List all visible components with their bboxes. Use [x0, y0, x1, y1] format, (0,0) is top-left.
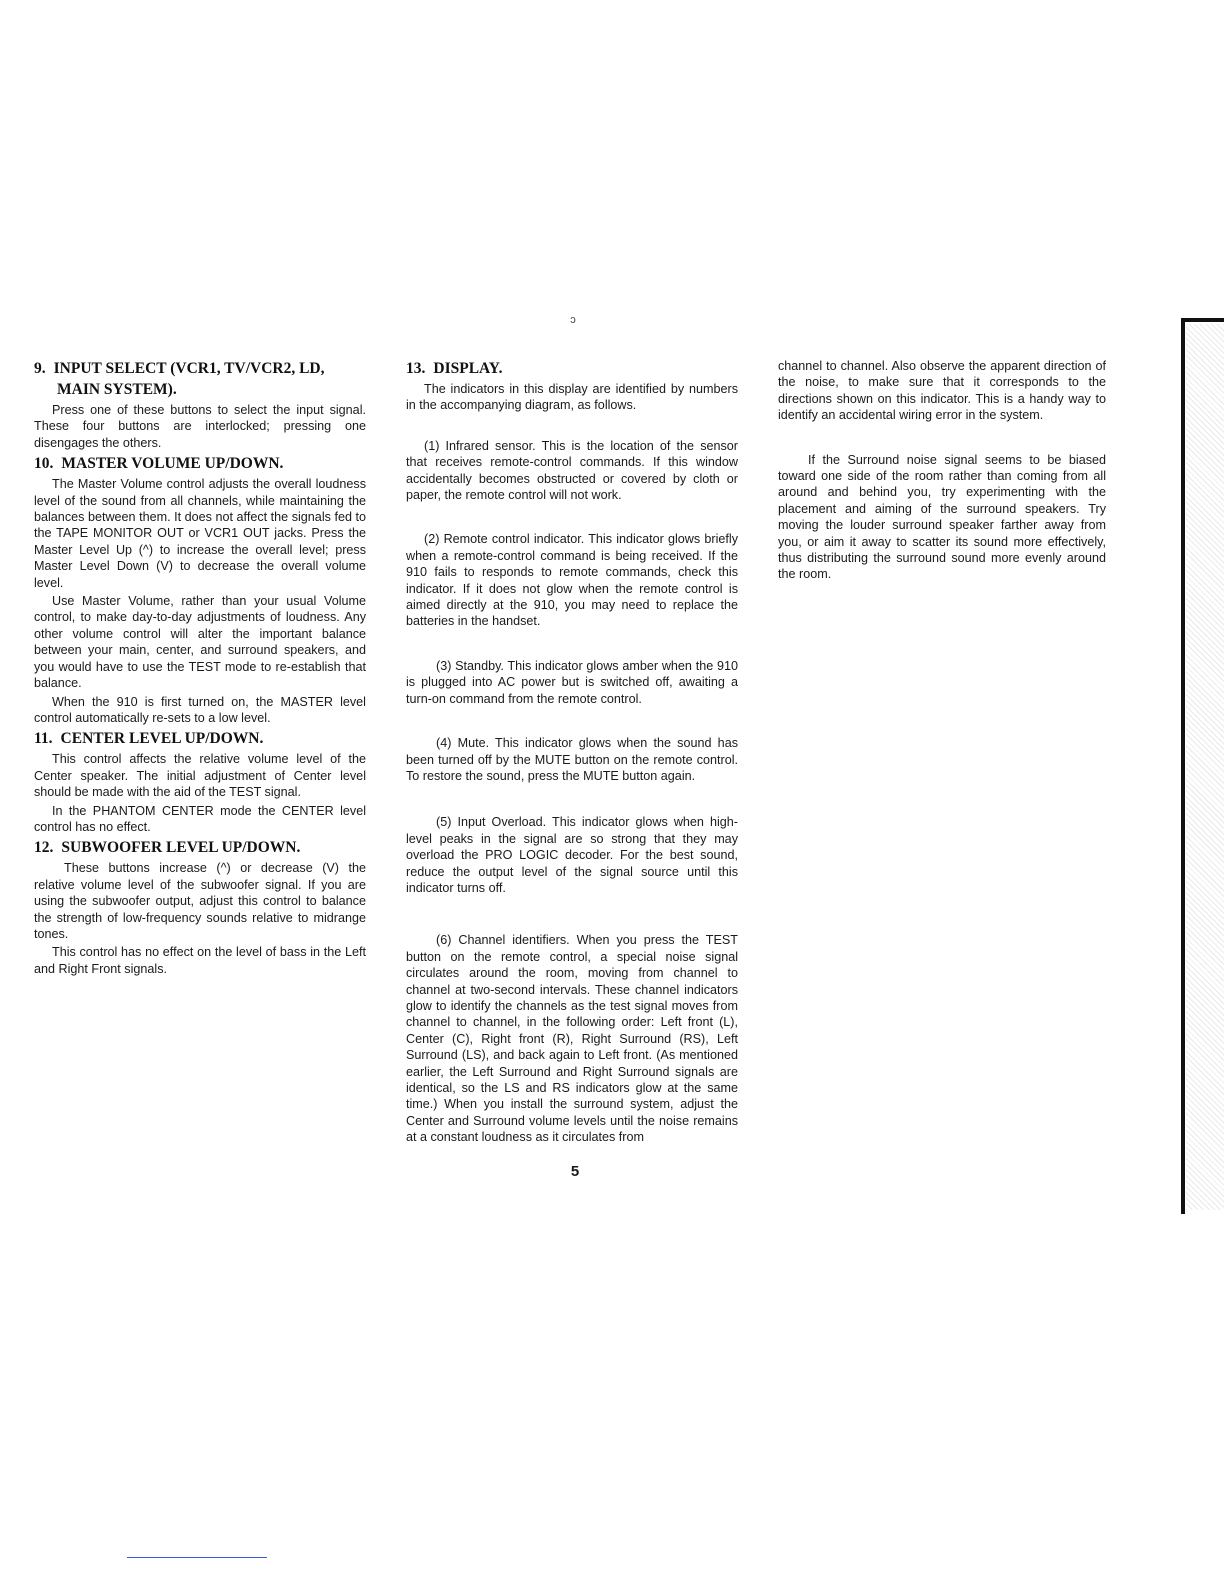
section-12-title: SUBWOOFER LEVEL UP/DOWN.	[61, 839, 301, 857]
section-10-paragraph-1: The Master Volume control adjusts the overall loudness level of the sound from all channels, while maintaining the balances between them. It does not affect the signals fed to the TAPE MONITOR OUT or VCR1 OUT jacks. Press the Master Level Up (^) to increase the overall level; press Master Level Down (V) to decrease the overall volume level.	[34, 477, 366, 590]
column-middle	[406, 358, 738, 1148]
section-12-paragraph-1: These buttons increase (^) or decrease (V) the relative volume level of the subwoofer signal. If you are using the subwoofer output, adjust this control to balance the strength of low-frequency sounds relative to midrange tones.	[34, 861, 366, 941]
page-number: 5	[570, 1163, 580, 1180]
display-item-5: (5) Input Overload. This indicator glows when high-level peaks in the signal are so strong that they may overload the PRO LOGIC decoder. For the best sound, reduce the output level of the signal source until this indicator turns off.	[406, 815, 738, 895]
display-item-2: (2) Remote control indicator. This indicator glows briefly when a remote-control command is being received. If the 910 fails to responds to remote commands, check this indicator. If it does not glow when the remote control is aimed directly at the 910, you may need to replace the batteries in the handset.	[406, 532, 738, 629]
continuation-paragraph: channel to channel. Also observe the apparent direction of the noise, to make sure that it corresponds to the directions shown on this indicator. This is a handy way to identify an accidental wiring error in the system.	[778, 359, 1106, 423]
section-10-number: 10.	[34, 455, 54, 473]
section-12-heading	[34, 837, 366, 858]
scan-edge-top-border	[1181, 318, 1224, 322]
column-left	[34, 358, 366, 979]
section-9-paragraph: Press one of these buttons to select the input signal. These four buttons are interlocked; pressing one disengages the others.	[34, 403, 366, 450]
footer-rule	[127, 1557, 267, 1558]
section-11-number: 11.	[34, 730, 53, 748]
scan-edge-texture	[1186, 324, 1224, 1210]
section-10-paragraph-2: Use Master Volume, rather than your usual Volume control, to make day-to-day adjustments of loudness. Any other volume control will alter the important balance between your main, center, and surround speakers, and you would have to use the TEST mode to re-establish that balance.	[34, 594, 366, 691]
section-12-paragraph-2: This control has no effect on the level of bass in the Left and Right Front signals.	[34, 945, 366, 976]
section-11-paragraph-2: In the PHANTOM CENTER mode the CENTER level control has no effect.	[34, 803, 366, 834]
section-9-heading	[34, 358, 366, 400]
section-10-title: MASTER VOLUME UP/DOWN.	[61, 455, 284, 473]
section-11-paragraph-1: This control affects the relative volume level of the Center speaker. The initial adjustment of Center level should be made with the aid of the TEST signal.	[34, 752, 366, 800]
section-13-number: 13.	[406, 360, 426, 377]
column-right	[778, 358, 1106, 585]
section-10-paragraph-3: When the 910 is first turned on, the MASTER level control automatically re-sets to a low level.	[34, 694, 366, 725]
display-item-6: (6) Channel identifiers. When you press the TEST button on the remote control, a special noise signal circulates around the room, moving from channel to channel at two-second intervals. These channel indicators glow to identify the channels as the test signal moves from channel to channel, in the following order: Left front (L), Center (C), Right front (R), Right Surround (RS), Left Surround (LS), and back again to Left front. (As mentioned earlier, the Left Surround and Right Surround signals are identical, so the LS and RS indicators glow at the same time.) When you install the surround system, adjust the Center and Surround volume levels until the noise remains at a constant loudness as it circulates from	[406, 933, 738, 1145]
section-13-title: DISPLAY.	[433, 360, 503, 377]
scan-edge-border	[1181, 318, 1185, 1214]
section-9-title-line1: INPUT SELECT (VCR1, TV/VCR2, LD,	[53, 360, 325, 377]
section-9-number: 9.	[34, 360, 46, 377]
section-10-heading	[34, 453, 366, 474]
top-page-mark: ɔ	[570, 314, 576, 326]
section-9-title-line2: MAIN SYSTEM).	[57, 381, 177, 398]
display-item-1: (1) Infrared sensor. This is the location of the sensor that receives remote-control commands. If this window accidentally becomes obstructed or covered by cloth or paper, the remote control will not work.	[406, 438, 738, 503]
section-13-intro: The indicators in this display are identified by numbers in the accompanying diagram, as follows.	[406, 382, 738, 413]
section-11-title: CENTER LEVEL UP/DOWN.	[60, 730, 264, 748]
display-item-3: (3) Standby. This indicator glows amber when the 910 is plugged into AC power but is switched off, awaiting a turn-on command from the remote control.	[406, 658, 738, 706]
surround-bias-paragraph: If the Surround noise signal seems to be biased toward one side of the room rather than coming from all around and behind you, try experimenting with the placement and aiming of the surround speakers. Try moving the louder surround speaker farther away from you, or aim it away to scatter its sound more effectively, thus distributing the surround sound more evenly around the room.	[778, 452, 1106, 582]
section-11-heading	[34, 728, 366, 749]
display-item-4: (4) Mute. This indicator glows when the sound has been turned off by the MUTE button on the remote control. To restore the sound, press the MUTE button again.	[406, 736, 738, 783]
section-13-heading	[406, 358, 738, 379]
section-12-number: 12.	[34, 839, 54, 857]
